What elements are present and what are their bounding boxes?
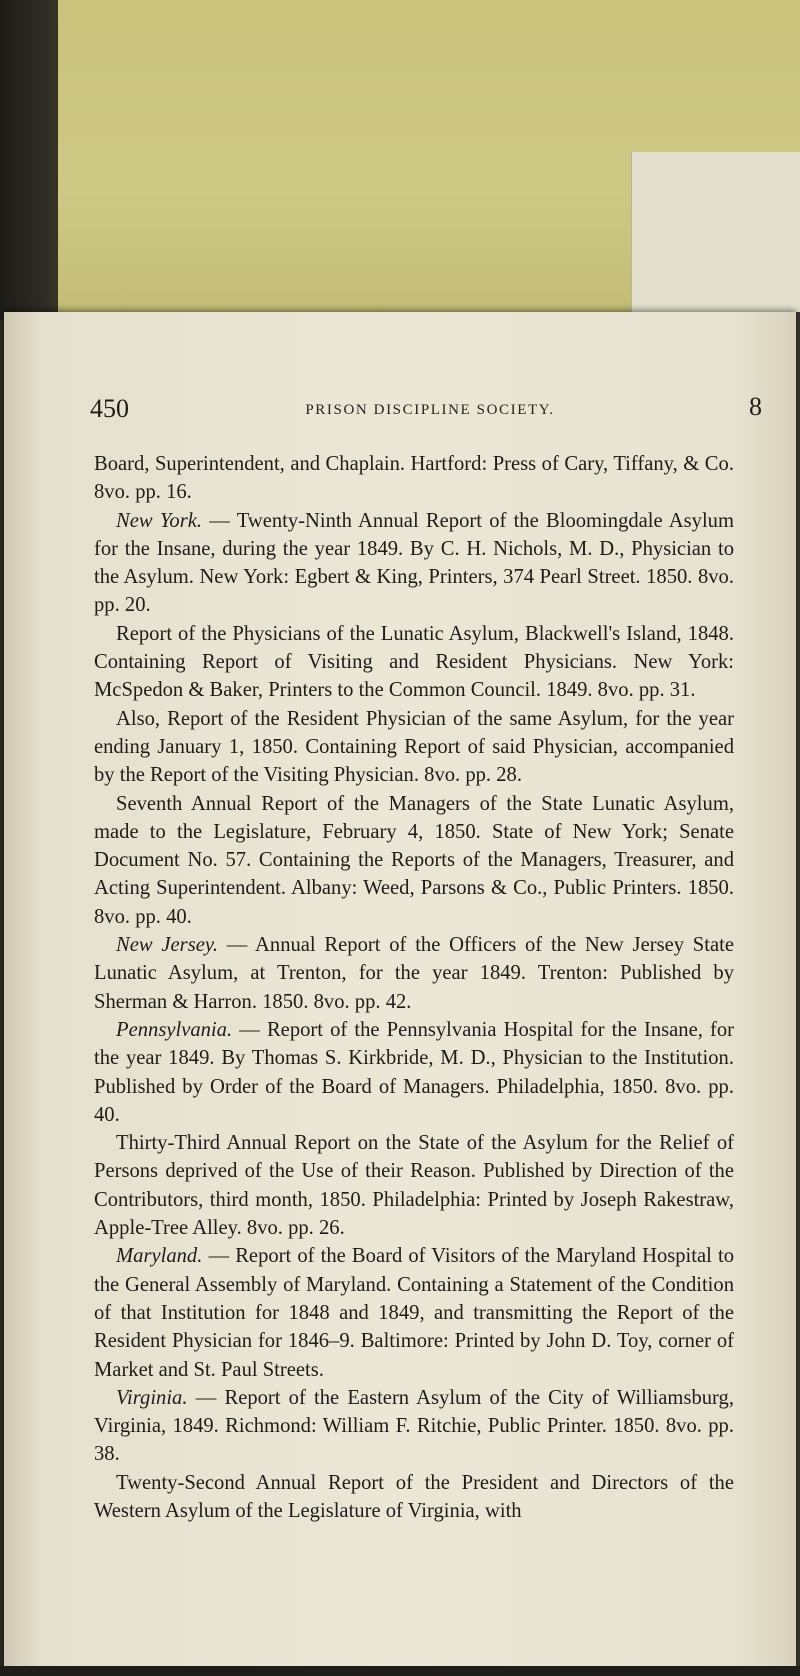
entry-paragraph xyxy=(94,1384,734,1469)
entry-text: — Report of the Pennsylvania Hospital for the Insane, for the year 1849. By Thomas S. Kirkbride, M. D., Physician to the Institution. Published by Order of the Board of Managers. Philadelphia, 1850. 8vo. pp. 40. xyxy=(94,1018,734,1126)
entry-state: Maryland. xyxy=(116,1245,203,1268)
entry-state: New Jersey. xyxy=(116,934,218,957)
entry-paragraph xyxy=(94,931,734,1016)
entry-text: — Twenty-Ninth Annual Report of the Bloomingdale Asylum for the Insane, during the year 1849. By C. H. Nichols, M. D., Physician to the Asylum. New York: Egbert & King, Printers, 374 Pearl Street. 1850. 8vo. pp. 20. xyxy=(94,509,734,617)
signature-mark: 8 xyxy=(749,392,762,421)
entry-paragraph xyxy=(94,450,734,507)
page-bottom-edge xyxy=(0,1666,800,1676)
entry-text: Thirty-Third Annual Report on the State of the Asylum for the Relief of Persons deprived of the Use of their Reason. Published by Direction of the Contributors, third month, 1850. Philadelphia: Printed by Joseph Rakestraw, Apple-Tree Alley. 8vo. pp. 26. xyxy=(94,1132,734,1240)
page-header xyxy=(90,394,770,434)
running-title: PRISON DISCIPLINE SOCIETY. xyxy=(305,402,555,418)
entry-state: Pennsylvania. xyxy=(116,1018,233,1041)
entry-state: New York. xyxy=(116,509,203,532)
entry-text: Report of the Physicians of the Lunatic Asylum, Blackwell's Island, 1848. Containing Report of Visiting and Resident Physicians. New York: McSpedon & Baker, Printers to the Common Council. 1849. 8vo. pp. 31. xyxy=(94,622,734,702)
entry-paragraph xyxy=(94,507,734,620)
entry-paragraph xyxy=(94,1469,734,1526)
entry-paragraph xyxy=(94,1129,734,1242)
entry-paragraph xyxy=(94,620,734,705)
entry-paragraph xyxy=(94,790,734,931)
entry-state: Virginia. xyxy=(116,1386,188,1409)
library-label xyxy=(631,152,800,320)
page-number: 450 xyxy=(90,394,129,423)
page-text xyxy=(94,450,734,1525)
book-binding xyxy=(0,0,62,320)
entry-text: Seventh Annual Report of the Managers of the State Lunatic Asylum, made to the Legislature, February 4, 1850. State of New York; Senate Document No. 57. Containing the Reports of the Managers, Treasurer, and Acting Superintendent. Albany: Weed, Parsons & Co., Public Printers. 1850. 8vo. pp. 40. xyxy=(94,792,734,928)
entry-text: — Report of the Board of Visitors of the Maryland Hospital to the General Assembly of Maryland. Containing a Statement of the Condition of that Institution for 1848 and 1849, and transmitting the Report of the Resident Physician for 1846–9. Baltimore: Printed by John D. Toy, corner of Market and St. Paul Streets. xyxy=(94,1245,734,1381)
entry-paragraph xyxy=(94,1242,734,1383)
entry-text: — Report of the Eastern Asylum of the City of Williamsburg, Virginia, 1849. Richmond: William F. Ritchie, Public Printer. 1850. 8vo. pp. 38. xyxy=(94,1386,734,1466)
entry-text: — Annual Report of the Officers of the New Jersey State Lunatic Asylum, at Trenton, for the year 1849. Trenton: Published by Sherman & Harron. 1850. 8vo. pp. 42. xyxy=(94,934,734,1013)
entry-paragraph xyxy=(94,705,734,790)
entry-text: Also, Report of the Resident Physician of the same Asylum, for the year ending January 1, 1850. Containing Report of said Physician, accompanied by the Report of the Visiting Physician. 8vo. pp. 28. xyxy=(94,707,734,787)
entry-paragraph xyxy=(94,1016,734,1129)
entry-text: Board, Superintendent, and Chaplain. Hartford: Press of Cary, Tiffany, & Co. 8vo. pp. 16. xyxy=(94,453,734,504)
entry-text: Twenty-Second Annual Report of the President and Directors of the Western Asylum of the Legislature of Virginia, with xyxy=(94,1471,734,1522)
